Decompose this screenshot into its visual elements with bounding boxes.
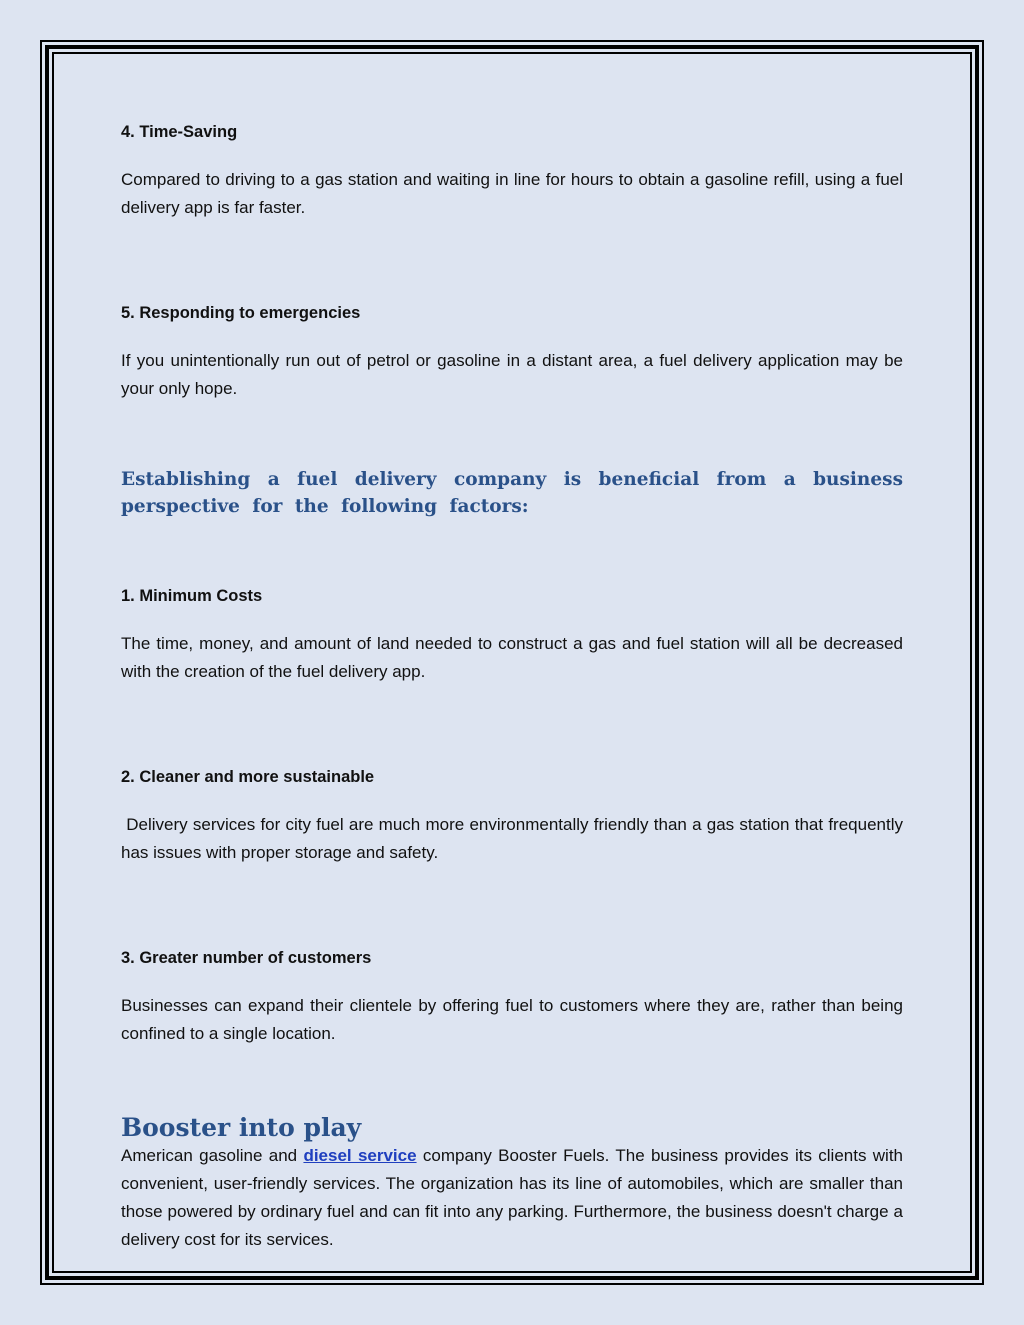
heading-time-saving: 4. Time-Saving bbox=[121, 123, 238, 141]
paragraph-emergencies: If you unintentionally run out of petrol or gasoline in a distant area, a fuel delivery application may be your only hope. bbox=[121, 351, 903, 398]
diesel-service-link[interactable]: diesel service bbox=[303, 1146, 417, 1165]
business-perspective-heading: Establishing a fuel delivery company is beneficial from a business perspective for the following factors: bbox=[121, 469, 903, 517]
booster-text-after: company Booster Fuels. The business provides its clients with convenient, user-friendly services. The organization has its line of automobiles, which are smaller than those powered by ordinary fuel and can fit into any parking. Furthermore, the business doesn't charge a delivery cost for its services. bbox=[121, 1146, 903, 1249]
heading-emergencies: 5. Responding to emergencies bbox=[121, 304, 361, 322]
paragraph-time-saving: Compared to driving to a gas station and waiting in line for hours to obtain a gasoline refill, using a fuel delivery app is far faster. bbox=[121, 170, 903, 217]
paragraph-booster bbox=[121, 1142, 903, 1254]
booster-text-before: American gasoline and bbox=[121, 1146, 304, 1165]
booster-heading: Booster into play bbox=[121, 1113, 362, 1142]
paragraph-more-customers: Businesses can expand their clientele by offering fuel to customers where they are, rather than being confined to a single location. bbox=[121, 996, 903, 1043]
paragraph-minimum-costs: The time, money, and amount of land needed to construct a gas and fuel station will all be decreased with the creation of the fuel delivery app. bbox=[121, 634, 903, 681]
document-content bbox=[121, 120, 908, 1254]
heading-minimum-costs: 1. Minimum Costs bbox=[121, 587, 263, 605]
heading-more-customers: 3. Greater number of customers bbox=[121, 949, 372, 967]
paragraph-cleaner-sustainable: Delivery services for city fuel are much more environmentally friendly than a gas station that frequently has issues with proper storage and safety. bbox=[121, 815, 908, 862]
heading-cleaner-sustainable: 2. Cleaner and more sustainable bbox=[121, 768, 375, 786]
